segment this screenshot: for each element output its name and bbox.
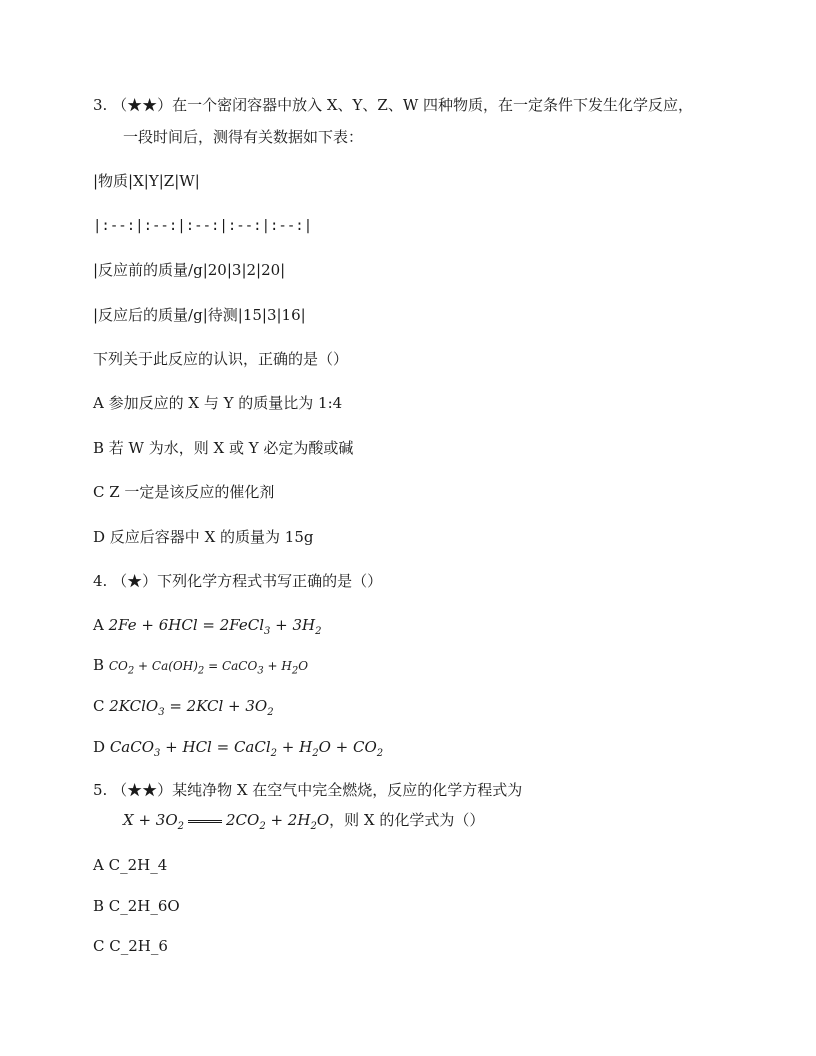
q5-line2 [123, 810, 484, 837]
q3-table-row-after: |反应后的质量/g|待测|15|3|16| [93, 306, 306, 324]
q3-line1: 3. （★★）在一个密闭容器中放入 X、Y、Z、W 四种物质，在一定条件下发生化学反应， [93, 96, 694, 114]
q3-option-c: C Z 一定是该反应的催化剂 [93, 483, 275, 501]
q4-option-d [93, 737, 383, 764]
q4-stem: 4. （★）下列化学方程式书写正确的是（） [93, 572, 383, 590]
q3-option-a: A 参加反应的 X 与 Y 的质量比为 1:4 [93, 394, 343, 412]
q4-option-a-equation: 2Fe + 6HCl = 2FeCl$_3$ + $3H_2$ [108, 616, 322, 637]
q3-table-row-before: |反应前的质量/g|20|3|2|20| [93, 261, 286, 279]
q4-option-c-letter: C [93, 697, 105, 715]
q4-option-b-letter: B [93, 656, 105, 674]
q4-option-d-equation: CaCO$_3$ + HCl = CaCl$_2$ + $H_2O + CO_2$ [109, 738, 384, 759]
q5-option-b: B C_2H_6O [93, 897, 180, 915]
q4-option-d-letter: D [93, 738, 106, 756]
q3-line2: 一段时间后，测得有关数据如下表： [123, 128, 364, 146]
q4-option-b-equation: $CO_2 + Ca(OH)_2$ = CaCO$_3$ + $H_2O$ [108, 659, 309, 677]
q5-equation: $X + 3O_2$ $2CO_2 + 2H_2O$ [123, 811, 330, 832]
q3-option-b: B 若 W 为水，则 X 或 Y 必定为酸或碱 [93, 439, 354, 457]
q3-table-separator: |:--:|:--:|:--:|:--:|:--:| [93, 218, 313, 234]
q4-option-b [93, 655, 308, 681]
equation-bar [188, 820, 222, 823]
q5-option-a: A C_2H_4 [93, 856, 168, 874]
q3-table-header: |物质|X|Y|Z|W| [93, 172, 200, 190]
q3-option-d: D 反应后容器中 X 的质量为 15g [93, 528, 314, 546]
q4-option-a [93, 615, 322, 642]
q4-option-c [93, 696, 274, 723]
q5-option-c: C C_2H_6 [93, 937, 168, 955]
q4-option-a-letter: A [93, 616, 104, 634]
q4-option-c-equation: 2KClO$_3$ = $2KCl + 3O_2$ [109, 697, 274, 718]
q5-line1: 5. （★★）某纯净物 X 在空气中完全燃烧，反应的化学方程式为 [93, 781, 523, 799]
q5-line2-suffix: ，则 X 的化学式为（） [329, 811, 485, 829]
q3-stem: 下列关于此反应的认识，正确的是（） [93, 350, 349, 368]
